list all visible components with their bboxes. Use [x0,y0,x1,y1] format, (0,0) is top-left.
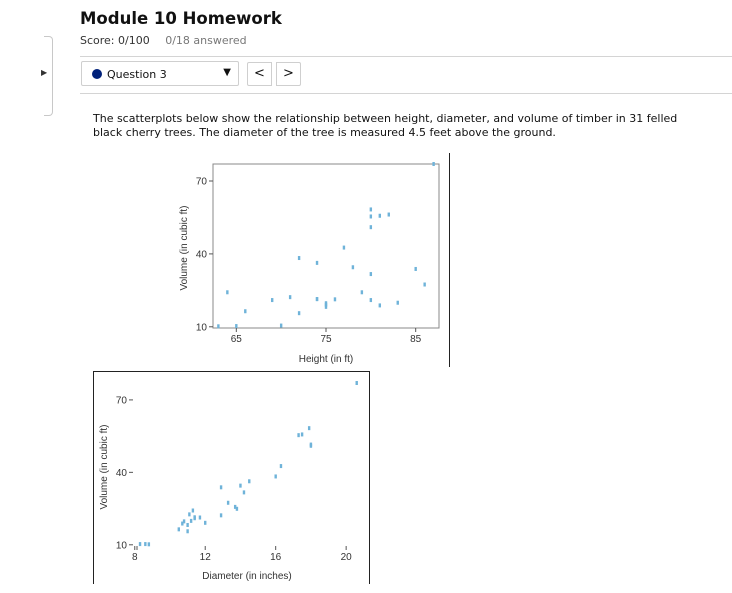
data-point [310,444,312,448]
data-point [193,515,195,519]
data-point [220,513,222,517]
data-point [192,509,194,513]
data-point [220,485,222,489]
data-point [297,433,299,437]
y-tick-label: 40 [195,249,207,261]
y-tick-label: 70 [195,176,207,188]
answered-count: 0/18 answered [165,34,247,47]
y-axis-label: Volume (in cubic ft) [99,424,110,510]
x-tick-label: 16 [270,552,282,563]
data-point [356,381,358,385]
x-axis-label: Diameter (in inches) [202,571,292,582]
expand-caret-icon[interactable]: ▶ [41,68,48,77]
data-point [178,527,180,531]
chevron-down-icon: ▼ [223,67,231,78]
data-point [144,542,146,546]
x-tick-label: 75 [320,334,332,345]
data-point [190,519,192,523]
previous-question-button[interactable]: < [247,62,272,86]
data-point [148,542,150,546]
y-tick-label: 40 [115,467,127,479]
x-tick-label: 20 [340,552,352,563]
x-axis-label: Height (in ft) [298,354,354,365]
y-tick-label: 70 [115,395,127,407]
y-axis-label: Volume (in cubic ft) [179,205,190,291]
data-point [186,529,188,533]
data-point [183,519,185,523]
y-tick-label: 10 [195,322,207,334]
data-point [227,501,229,505]
data-point [204,521,206,525]
data-point [239,484,241,488]
x-tick-label: 85 [410,334,422,345]
y-tick-label: 10 [115,540,127,552]
data-point [188,512,190,516]
data-point [186,523,188,527]
x-tick-label: 12 [199,552,211,563]
question-text: The scatterplots below show the relationship between height, diameter, and volume of timber in 31 felled black cherry trees. The diameter of the tree is measured 4.5 feet above the ground. [93,112,678,139]
data-point [301,432,303,436]
page-title: Module 10 Homework [80,9,282,28]
next-question-button[interactable]: > [276,62,301,86]
data-point [280,464,282,468]
data-point [248,479,250,483]
score-text: Score: 0/100 [80,34,150,47]
data-point [139,542,141,546]
data-point [199,516,201,520]
data-point [308,426,310,430]
question-select-value: Question 3 [107,68,167,81]
x-tick-label: 8 [131,552,138,563]
x-tick-label: 65 [230,334,242,345]
data-point [236,507,238,511]
data-point [243,490,245,494]
data-point [274,474,276,478]
